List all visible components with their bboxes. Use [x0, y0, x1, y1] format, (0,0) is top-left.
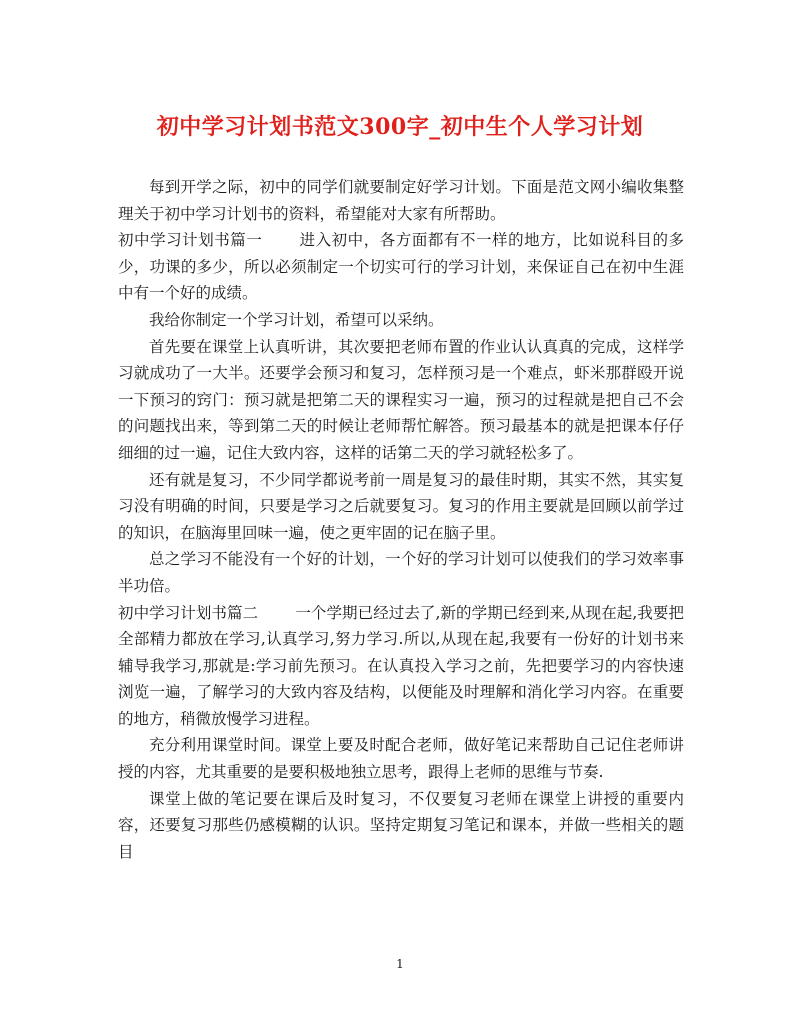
paragraph: 还有就是复习，不少同学都说考前一周是复习的最佳时期，其实不然，其实复习没有明确的时间，只要是学习之后就要复习。复习的作用主要就是回顾以前学过的知识，在脑海里回味一遍，使之更牢固的记在脑子里。: [118, 470, 684, 542]
paragraph: 首先要在课堂上认真听讲，其次要把老师布置的作业认认真真的完成，这样学习就成功了一大半。还要学会预习和复习，怎样预习是一个难点，虾米那群殴开说一下预习的窍门：预习就是把第二天的课程实习一遍，预习的过程就是把自己不会的问题找出来，等到第二天的时候让老师帮忙解答。预习最基本的就是把课本仔仔细细的过一遍，记住大致内容，这样的话第二天的学习就轻松多了。: [118, 337, 684, 462]
document-title: 初中学习计划书范文300字_初中生个人学习计划: [156, 114, 644, 140]
section-two-text: 一个学期已经过去了,新的学期已经到来,从现在起,我要把全部精力都放在学习,认真学习,努力学习.所以,从现在起,我要有一份好的计划书来辅导我学习,那就是:学习前先预习。在认真投入学习之前，先把要学习的内容快速浏览一遍，了解学习的大致内容及结构，以便能及时理解和消化学习内容。在重要的地方，稍微放慢学习进程。: [118, 603, 684, 728]
section-label-one: 初中学习计划书篇一: [118, 231, 263, 250]
document-body: [118, 174, 684, 865]
section-one-text: 进入初中，各方面都有不一样的地方，比如说科目的多少，功课的多少，所以必须制定一个切实可行的学习计划，来保证自己在初中生涯中有一个好的成绩。: [118, 231, 684, 303]
page-number: 1: [396, 957, 404, 971]
paragraph: 课堂上做的笔记要在课后及时复习，不仅要复习老师在课堂上讲授的重要内容，还要复习那些仍感模糊的认识。坚持定期复习笔记和课本，并做一些相关的题目: [118, 789, 684, 861]
paragraph-section-two: [118, 600, 684, 733]
paragraph: 总之学习不能没有一个好的计划，一个好的学习计划可以使我们的学习效率事半功倍。: [118, 550, 684, 595]
paragraph: 我给你制定一个学习计划，希望可以采纳。: [149, 310, 444, 329]
paragraph: 充分利用课堂时间。课堂上要及时配合老师，做好笔记来帮助自己记住老师讲授的内容，尤其重要的是要积极地独立思考，跟得上老师的思维与节奏.: [118, 736, 684, 782]
paragraph-intro: 每到开学之际，初中的同学们就要制定好学习计划。下面是范文网小编收集整理关于初中学习计划书的资料，希望能对大家有所帮助。: [118, 178, 684, 223]
section-label-two: 初中学习计划书篇二: [118, 603, 259, 622]
paragraph-section-one: [118, 227, 684, 307]
